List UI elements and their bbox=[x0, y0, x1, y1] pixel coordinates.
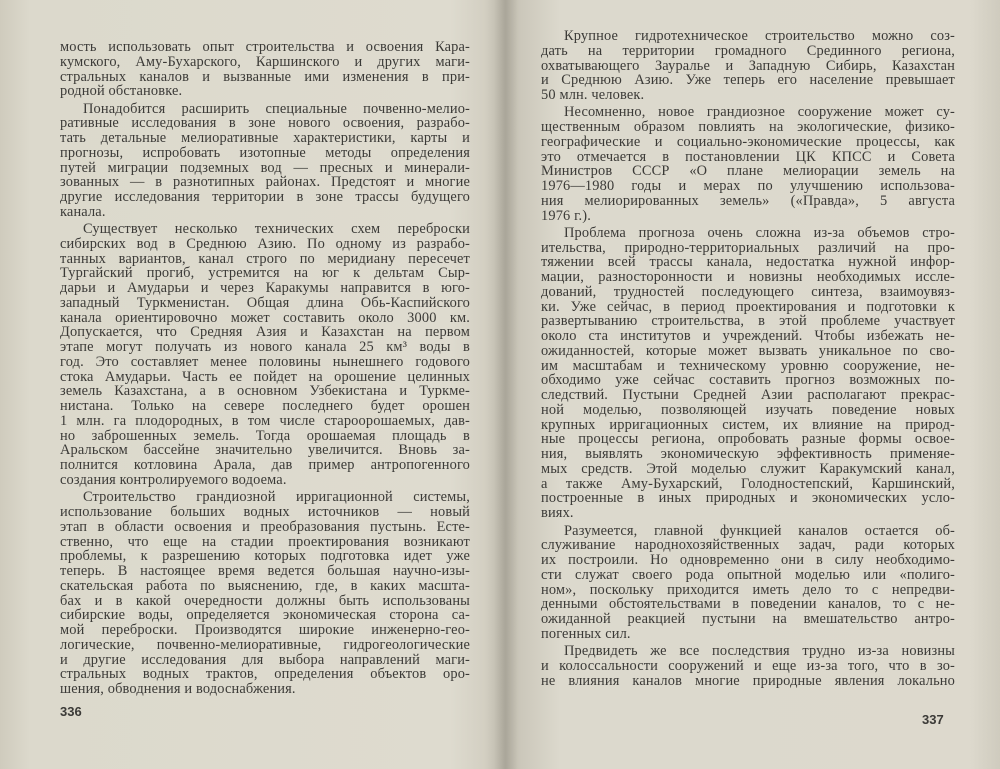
text-line: Несомненно, новое грандиозное сооружение может су- bbox=[564, 105, 955, 121]
text-line: ные процессы региона, опробовать разные формы освое- bbox=[541, 432, 955, 448]
text-line: построенные в иных природных и экономических усло- bbox=[541, 491, 955, 507]
page-number-right: 337 bbox=[922, 712, 944, 727]
text-line: не влияния каналов многие природные явления локально bbox=[541, 673, 955, 689]
paragraph bbox=[541, 29, 955, 103]
text-line: Предвидеть же все последствия трудно из-за новизны bbox=[564, 644, 955, 659]
paragraph bbox=[541, 644, 955, 688]
text-line: и Среднюю Азию. Уже теперь его население превышает bbox=[541, 73, 955, 88]
text-line: проблемы, к разрешению которых подготовка идет уже bbox=[60, 549, 470, 565]
text-line: стока Амударьи. Часть ее пойдет на орошение целинных bbox=[60, 369, 470, 385]
text-line: дарьи и Амударьи и через Каракумы направится в юго- bbox=[60, 281, 470, 296]
paragraph bbox=[541, 105, 955, 223]
text-line: логические, почвенно-мелиоративные, гидрогеологические bbox=[60, 637, 470, 653]
paragraph bbox=[60, 222, 470, 488]
text-line: Министров СССР «О плане мелиорации земель на bbox=[541, 164, 955, 180]
text-line: и колоссальности сооружений и еще из-за того, что в зо- bbox=[541, 658, 955, 674]
text-line: ной моделью, позволяющей изучать поведение новых bbox=[541, 402, 955, 418]
text-line: стральных каналов и вызванные ими изменения в при- bbox=[60, 69, 470, 85]
text-line: путей миграции подземных вод — пресных и минерали- bbox=[60, 160, 470, 176]
text-line: теперь. В настоящее время ведется большая научно-изы- bbox=[60, 564, 470, 579]
text-line: создания контролируемого водоема. bbox=[60, 472, 287, 488]
text-line: это отмечается в постановлении ЦК КПСС и Совета bbox=[541, 149, 955, 165]
text-line: западный Туркменистан. Общая длина Обь-Каспийского bbox=[60, 295, 470, 311]
text-line: этапе могут получать из нового канала 25 км³ воды в bbox=[60, 340, 470, 355]
text-line: ожиданной реакцией пустыни на вмешательство антро- bbox=[541, 612, 955, 627]
text-line: зованных — в разнотипных районах. Предстоят и многие bbox=[60, 175, 470, 191]
text-line: мации, разносторонности и новизны необходимых иссле- bbox=[541, 270, 955, 285]
text-line: земель Казахстана, а в основном Узбекистана и Туркме- bbox=[60, 384, 470, 400]
text-line: им масштабам и техническому уровню сооружение, не- bbox=[541, 358, 955, 374]
text-line: дований, трудностей последующего синтеза, взаимоувяз- bbox=[541, 284, 955, 300]
text-line: канала ориентировочно может составить около 3000 км. bbox=[60, 310, 470, 326]
text-line: ительства, природно-территориальных различий на про- bbox=[541, 240, 955, 256]
text-line: охватывающего Зауралье и Западную Сибирь, Казахстан bbox=[541, 58, 955, 74]
text-line: ожиданностей, которые может вызвать уникальное по сво- bbox=[541, 343, 955, 359]
text-line: следствий. Пустыни Средней Азии располагают прекрас- bbox=[541, 388, 955, 403]
text-line: 1 млн. га плодородных, в том числе староорошаемых, дав- bbox=[60, 413, 470, 429]
text-line: развертыванию строительства, в этой проблеме участвует bbox=[541, 314, 955, 330]
text-line: сибирские воды, определяется экономическая сторона са- bbox=[60, 608, 470, 624]
text-line: и другие исследования для выбора направлений маги- bbox=[60, 652, 470, 668]
text-line: Понадобится расширить специальные почвенно-мелио- bbox=[83, 101, 470, 117]
text-line: скательская работа по выяснению, где, в каких масшта- bbox=[60, 578, 470, 594]
text-line: ном», поскольку приходится иметь дело то с непредви- bbox=[541, 582, 955, 598]
text-line: 50 млн. человек. bbox=[541, 88, 645, 103]
text-line: сти служат своего рода опытной моделью или «полиго- bbox=[541, 567, 955, 583]
text-line: использование больших водных источников — новый bbox=[60, 505, 470, 520]
text-line: крупных ирригационных систем, их влияние на природ- bbox=[541, 417, 955, 433]
text-line: ративные исследования в зоне нового освоения, разрабо- bbox=[60, 116, 470, 132]
text-line: 1976 г.). bbox=[541, 208, 591, 224]
text-line: кумского, Аму-Бухарского, Каршинского и других маги- bbox=[60, 54, 470, 70]
text-line: а также Аму-Бухарский, Голодностепский, Каршинский, bbox=[541, 476, 955, 492]
text-line: бах и в какой очередности должны быть использованы bbox=[60, 593, 470, 609]
text-line: мость использовать опыт строительства и освоения Кара- bbox=[60, 40, 470, 55]
text-line: год. Это составляет менее половины нынешнего годового bbox=[60, 354, 470, 370]
text-line: 1976—1980 годы и мерах по улучшению использова- bbox=[541, 179, 955, 194]
text-line: обходимо уже сейчас составить прогноз возможных по- bbox=[541, 373, 955, 389]
paragraph bbox=[60, 102, 470, 220]
text-line: полнится котловина Арала, дав пример антропогенного bbox=[60, 458, 470, 473]
paragraph bbox=[541, 524, 955, 642]
text-line: но заброшенных земель. Тогда орошаемая площадь в bbox=[60, 428, 470, 444]
paragraph bbox=[60, 40, 470, 99]
text-line: ния, выявлять экономическую эффективность применяе- bbox=[541, 447, 955, 462]
text-line: канала. bbox=[60, 204, 106, 220]
text-line: Тургайский прогиб, устремится на юг к дельтам Сыр- bbox=[60, 266, 470, 282]
text-line: Крупное гидротехническое строительство можно соз- bbox=[564, 29, 955, 44]
text-line: ния мелиорированных земель» («Правда», 5 августа bbox=[541, 193, 955, 209]
text-line: Проблема прогноза очень сложна из-за объемов стро- bbox=[564, 225, 955, 241]
text-line: погенных сил. bbox=[541, 626, 631, 642]
text-line: этап в области освоения и преобразования пустынь. Есте- bbox=[60, 519, 470, 535]
text-line: нистана. Только на севере последнего будет орошен bbox=[60, 399, 470, 414]
text-line: тать детальные мелиоративные характеристики, карты и bbox=[60, 131, 470, 146]
text-line: Разумеется, главной функцией каналов остается об- bbox=[564, 523, 955, 539]
text-line: другие исследования территории в зоне трассы будущего bbox=[60, 190, 470, 205]
right-page-text bbox=[541, 29, 955, 691]
paragraph bbox=[541, 226, 955, 521]
text-line: их построили. Но одновременно они в силу необходимо- bbox=[541, 553, 955, 568]
text-line: стральных водных трактов, определения объектов оро- bbox=[60, 667, 470, 683]
paragraph bbox=[60, 490, 470, 697]
text-line: около ста институтов и учреждений. Чтобы избежать не- bbox=[541, 329, 955, 344]
text-line: мых средств. Этой моделью служит Каракумский канал, bbox=[541, 461, 955, 477]
text-line: Существует несколько технических схем переброски bbox=[83, 222, 470, 237]
text-line: сибирских вод в Среднюю Азию. По одному из разрабо- bbox=[60, 236, 470, 252]
text-line: Строительство грандиозной ирригационной системы, bbox=[83, 490, 470, 506]
text-line: Допускается, что Средняя Азия и Казахстан на первом bbox=[60, 325, 470, 341]
text-line: тяжении всей трассы канала, недостатка нужной инфор- bbox=[541, 255, 955, 271]
text-line: виях. bbox=[541, 506, 574, 521]
text-line: щественным образом повлиять на экологические, физико- bbox=[541, 120, 955, 135]
text-line: Аральском бассейне значительно увеличится. Вновь за- bbox=[60, 443, 470, 459]
book-spine-crease bbox=[494, 0, 518, 769]
text-line: денными обстоятельствами в поведении каналов, то с не- bbox=[541, 597, 955, 613]
text-line: танных вариантов, канал строго по меридиану пересечет bbox=[60, 251, 470, 267]
text-line: мой переброски. Производятся широкие инженерно-гео- bbox=[60, 623, 470, 638]
text-line: дать на территории громадного Срединного региона, bbox=[541, 43, 955, 59]
page-number-left: 336 bbox=[60, 704, 82, 719]
text-line: родной обстановке. bbox=[60, 84, 183, 99]
text-line: географические и социально-экономические процессы, как bbox=[541, 134, 955, 150]
text-line: шения, обводнения и водоснабжения. bbox=[60, 682, 296, 697]
text-line: служивание народнохозяйственных задач, ради которых bbox=[541, 538, 955, 554]
text-line: ки. Уже сейчас, в период проектирования и подготовки к bbox=[541, 299, 955, 315]
text-line: ственно, что еще на стадии проектирования возникают bbox=[60, 534, 470, 550]
left-page-text bbox=[60, 40, 470, 699]
text-line: прогнозы, испробовать изотопные методы определения bbox=[60, 145, 470, 161]
